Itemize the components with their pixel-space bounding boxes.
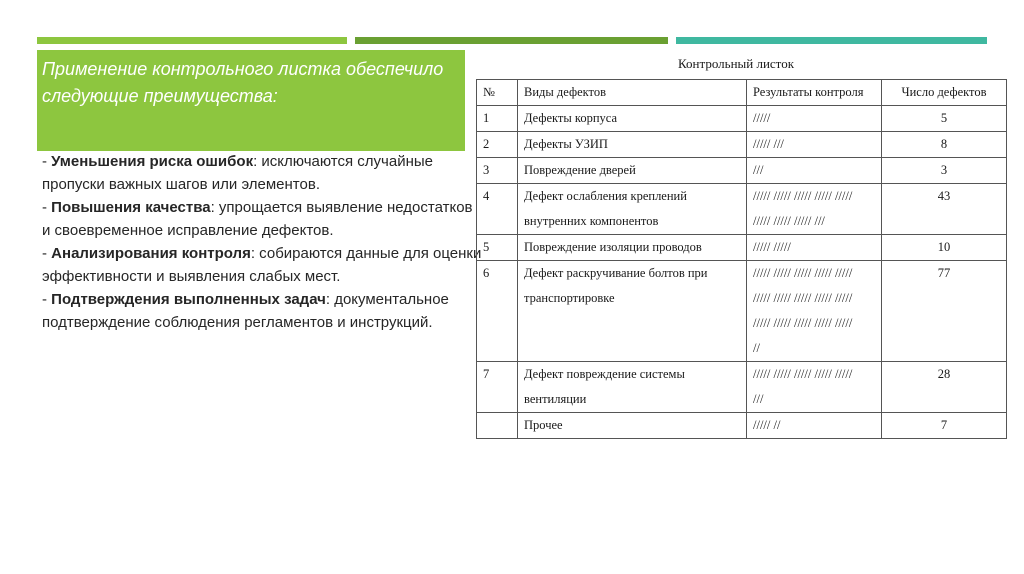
row-defect-type: Прочее <box>518 413 747 439</box>
benefit-description: : собираются данные для оценки эффективности и выявления слабых мест. <box>42 245 482 285</box>
row-number: 5 <box>477 235 518 261</box>
row-count: 8 <box>882 132 1007 158</box>
table-row <box>477 158 1007 184</box>
row-number <box>477 413 518 439</box>
row-tally: ///// ///// ///// ///// ///// ///// ///// ///// /// <box>747 184 882 235</box>
row-number: 4 <box>477 184 518 235</box>
table-row <box>477 132 1007 158</box>
accent-bar-teal <box>676 37 987 44</box>
row-tally: ///// ///// ///// ///// ///// /// <box>747 362 882 413</box>
benefit-item: - Анализирования контроля: собираются данные для оценки эффективности и выявления слабых мест. <box>42 245 482 285</box>
accent-bar-green <box>355 37 668 44</box>
header-defect-type: Виды дефектов <box>518 80 747 106</box>
benefit-heading: Уменьшения риска ошибок <box>51 153 254 170</box>
table-title: Контрольный листок <box>678 56 795 71</box>
row-tally: ///// ///// ///// ///// ///// ///// ///// ///// ///// ///// ///// ///// ///// ///// ///// // <box>747 261 882 362</box>
benefit-item: - Подтверждения выполненных задач: документальное подтверждение соблюдения регламентов и инструкций. <box>42 291 449 331</box>
row-defect-type: Дефекты корпуса <box>518 106 747 132</box>
row-defect-type: Повреждение изоляции проводов <box>518 235 747 261</box>
slide-title: Применение контрольного листка обеспечило следующие преимущества: <box>42 59 444 106</box>
row-number: 1 <box>477 106 518 132</box>
table-row <box>477 362 1007 413</box>
row-count: 28 <box>882 362 1007 413</box>
benefit-heading: Подтверждения выполненных задач <box>51 291 326 308</box>
row-defect-type: Дефект раскручивание болтов при транспортировке <box>518 261 747 362</box>
accent-bar-light-green <box>37 37 347 44</box>
row-tally: ///// <box>747 106 882 132</box>
table-row <box>477 413 1007 439</box>
row-number: 3 <box>477 158 518 184</box>
row-count: 77 <box>882 261 1007 362</box>
benefit-description: : документальное подтверждение соблюдения регламентов и инструкций. <box>42 291 449 331</box>
row-tally: ///// /// <box>747 132 882 158</box>
row-count: 43 <box>882 184 1007 235</box>
table-row <box>477 184 1007 235</box>
benefit-heading: Повышения качества <box>51 199 211 216</box>
table-header-row <box>477 80 1007 106</box>
checklist-table <box>476 79 1007 439</box>
header-number: № <box>477 80 518 106</box>
row-defect-type: Повреждение дверей <box>518 158 747 184</box>
row-number: 2 <box>477 132 518 158</box>
header-results: Результаты контроля <box>747 80 882 106</box>
benefit-item: - Повышения качества: упрощается выявление недостатков и своевременное исправление дефектов. <box>42 199 473 239</box>
row-tally: ///// ///// <box>747 235 882 261</box>
row-defect-type: Дефект повреждение системы вентиляции <box>518 362 747 413</box>
row-count: 3 <box>882 158 1007 184</box>
row-count: 10 <box>882 235 1007 261</box>
row-count: 5 <box>882 106 1007 132</box>
benefit-heading: Анализирования контроля <box>51 245 251 262</box>
table-row <box>477 106 1007 132</box>
table-row <box>477 261 1007 362</box>
benefits-list <box>42 150 482 334</box>
row-number: 7 <box>477 362 518 413</box>
row-tally: ///// // <box>747 413 882 439</box>
row-tally: /// <box>747 158 882 184</box>
header-count: Число дефектов <box>882 80 1007 106</box>
row-count: 7 <box>882 413 1007 439</box>
row-defect-type: Дефект ослабления креплений внутренних компонентов <box>518 184 747 235</box>
row-defect-type: Дефекты УЗИП <box>518 132 747 158</box>
benefit-description: : упрощается выявление недостатков и своевременное исправление дефектов. <box>42 199 473 239</box>
table-row <box>477 235 1007 261</box>
benefit-item: - Уменьшения риска ошибок: исключаются случайные пропуски важных шагов или элементов. <box>42 153 433 193</box>
row-number: 6 <box>477 261 518 362</box>
benefit-description: : исключаются случайные пропуски важных шагов или элементов. <box>42 153 433 193</box>
